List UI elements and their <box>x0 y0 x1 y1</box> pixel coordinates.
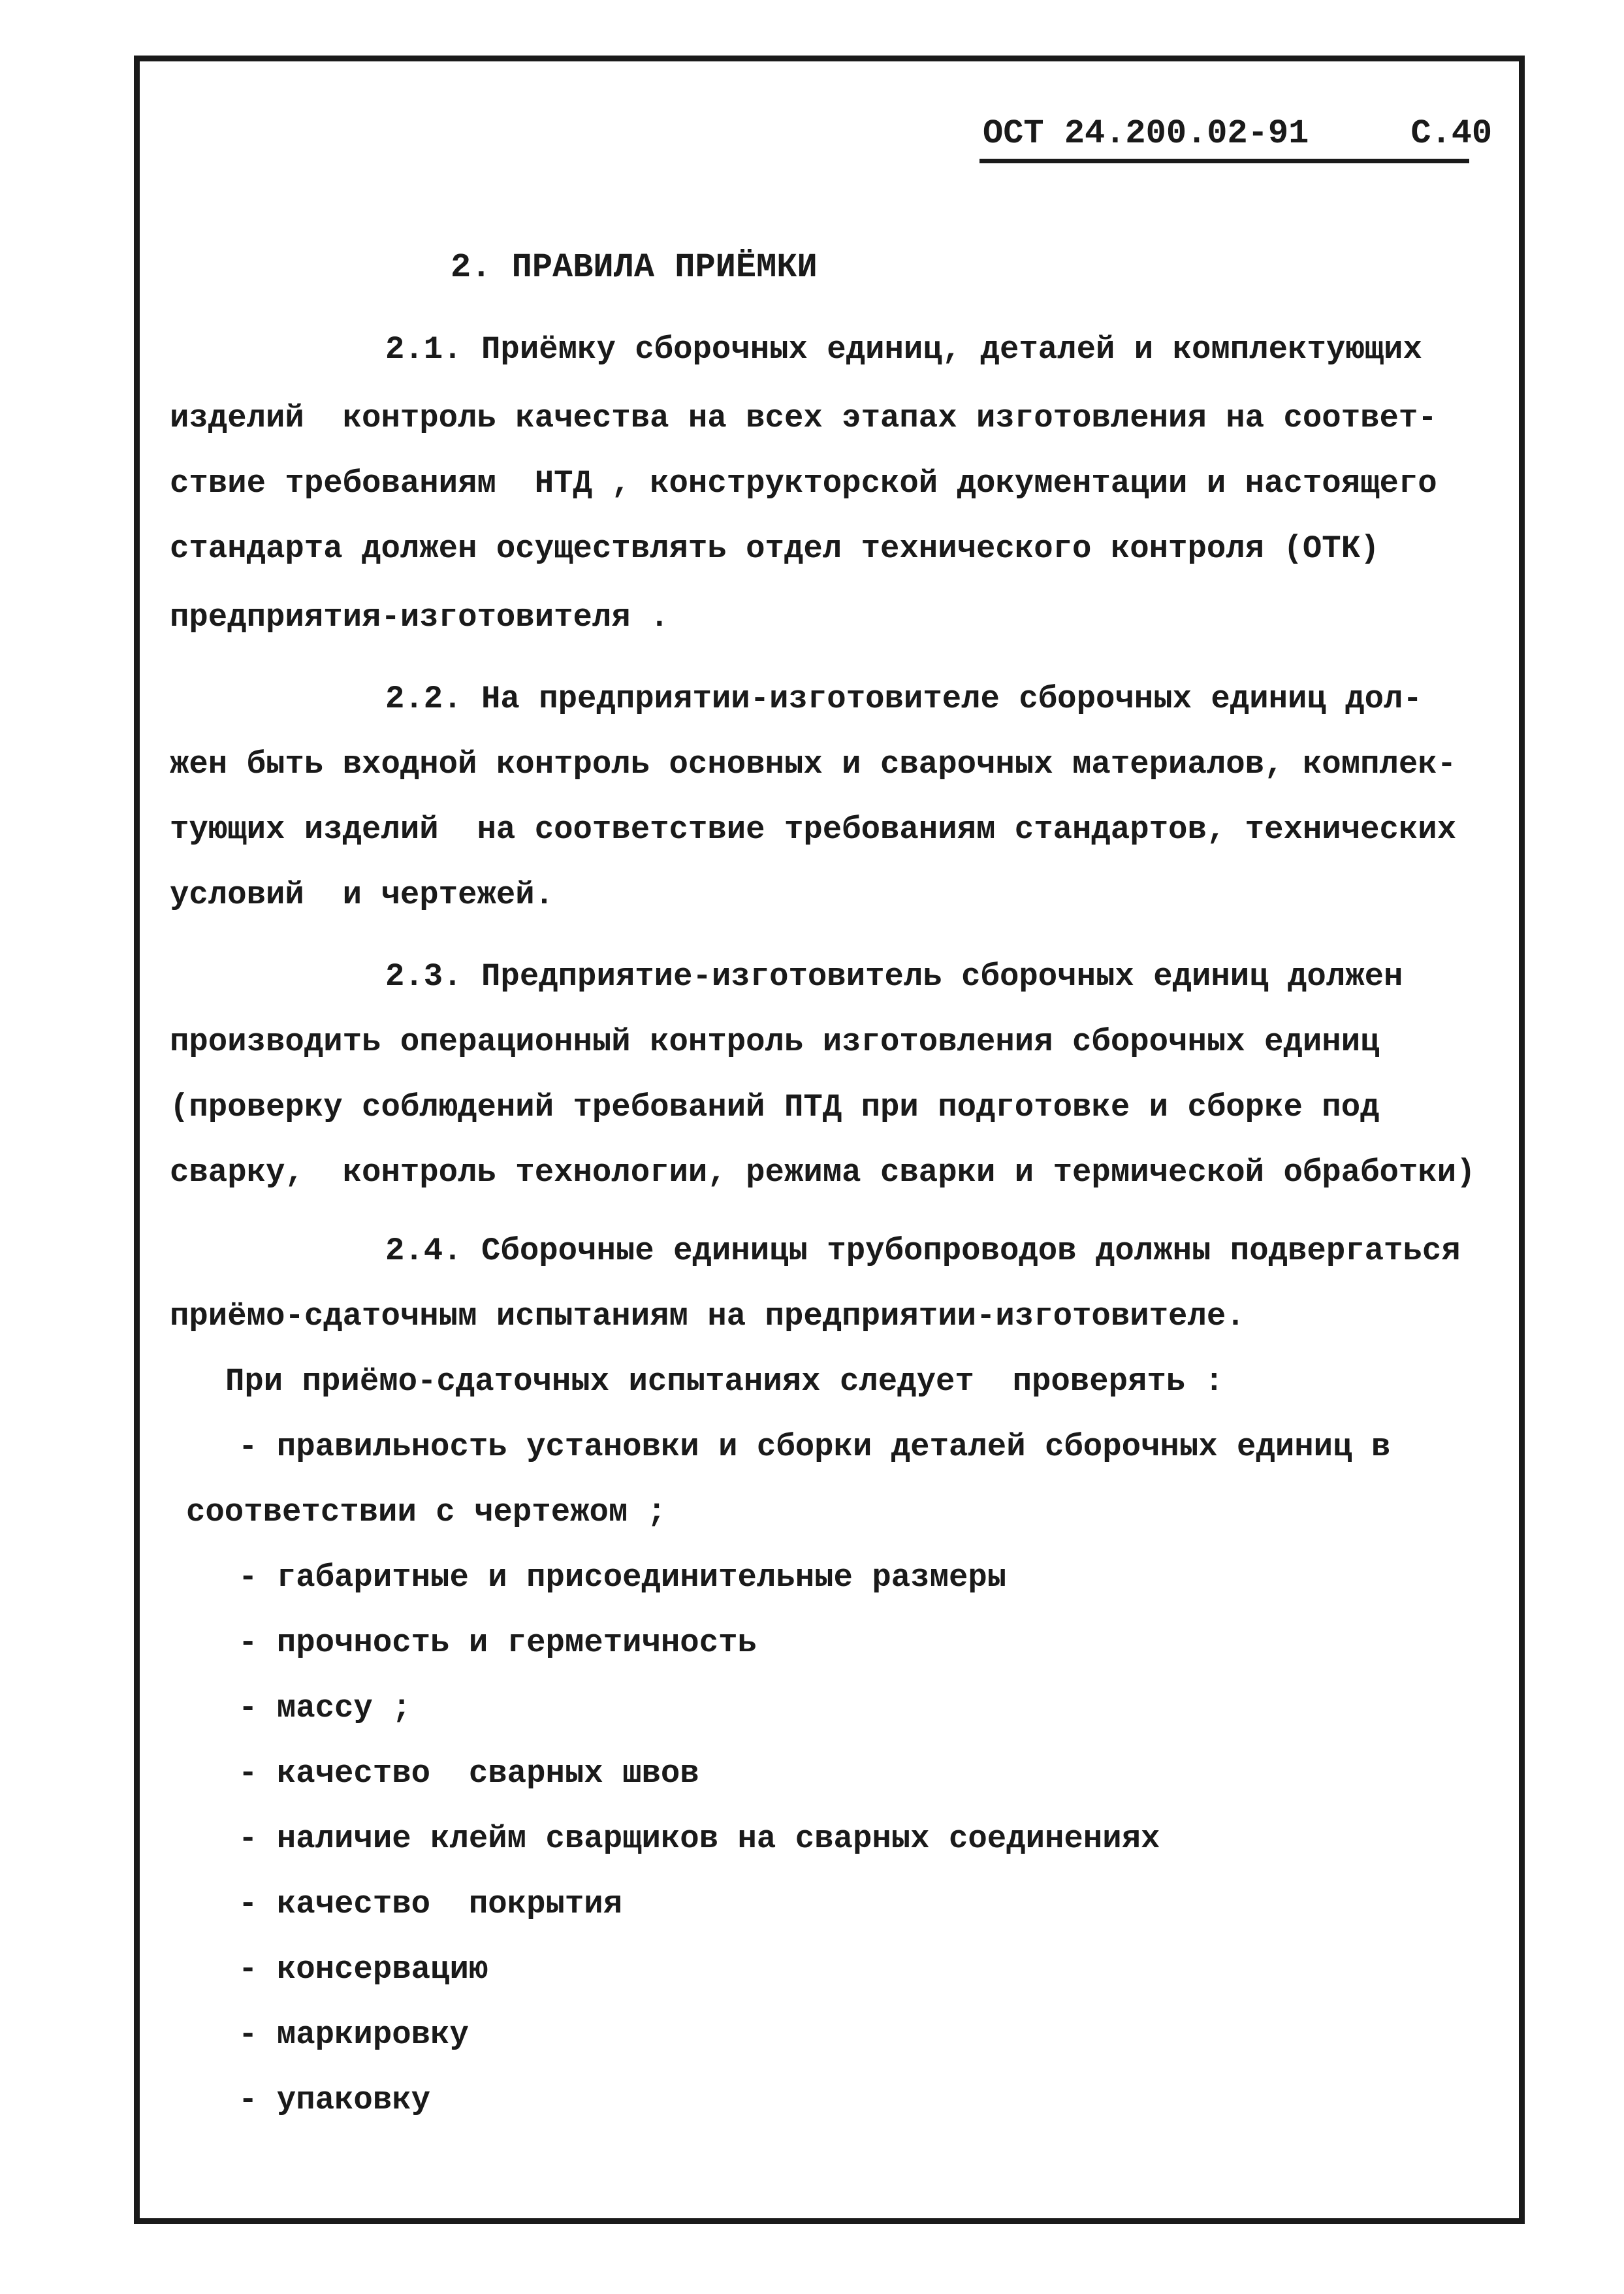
paragraph-line: 2.1. Приёмку сборочных единиц, деталей и комплектующих <box>385 331 1422 368</box>
paragraph-line: 2.3. Предприятие-изготовитель сборочных единиц должен <box>385 958 1403 995</box>
paragraph-line: При приёмо-сдаточных испытаниях следует проверять : <box>225 1363 1224 1400</box>
paragraph-line: предприятия-изготовителя . <box>170 599 669 636</box>
paragraph-line: производить операционный контроль изготовления сборочных единиц <box>170 1024 1380 1060</box>
paragraph-line: тующих изделий на соответствие требованиям стандартов, технических <box>170 811 1457 848</box>
list-item: - массу ; <box>238 1690 411 1726</box>
list-item: - правильность установки и сборки деталей сборочных единиц в <box>238 1429 1391 1465</box>
paragraph-line: ствие требованиям НТД , конструкторской документации и настоящего <box>170 465 1437 502</box>
list-item: - консервацию <box>238 1951 488 1988</box>
paragraph-line: условий и чертежей. <box>170 877 554 913</box>
list-item-continuation: соответствии с чертежом ; <box>186 1494 667 1530</box>
paragraph-line: сварку, контроль технологии, режима сварки и термической обработки) <box>170 1154 1476 1191</box>
list-item: - упаковку <box>238 2082 431 2118</box>
list-item: - качество покрытия <box>238 1886 623 1922</box>
document-code: ОСТ 24.200.02-91 <box>983 114 1309 153</box>
paragraph-line: приёмо-сдаточным испытаниям на предприятии-изготовителе. <box>170 1298 1245 1334</box>
paragraph-line: жен быть входной контроль основных и сварочных материалов, комплек- <box>170 746 1457 783</box>
document-header <box>983 114 1492 153</box>
list-item: - габаритные и присоединительные размеры <box>238 1559 1007 1596</box>
paragraph-line: 2.2. На предприятии-изготовителе сборочных единиц дол- <box>385 681 1422 717</box>
list-item: - прочность и герметичность <box>238 1624 757 1661</box>
paragraph-line: стандарта должен осуществлять отдел технического контроля (ОТК) <box>170 530 1380 567</box>
paragraph-line: изделий контроль качества на всех этапах изготовления на соответ- <box>170 400 1437 436</box>
list-item: - маркировку <box>238 2016 469 2053</box>
paragraph-line: (проверку соблюдений требований ПТД при подготовке и сборке под <box>170 1089 1380 1125</box>
header-underline <box>979 159 1469 163</box>
page-number: С.40 <box>1410 114 1493 153</box>
list-item: - наличие клейм сварщиков на сварных соединениях <box>238 1820 1160 1857</box>
section-title: 2. ПРАВИЛА ПРИЁМКИ <box>451 248 818 287</box>
paragraph-line: 2.4. Сборочные единицы трубопроводов должны подвергаться <box>385 1233 1461 1269</box>
list-item: - качество сварных швов <box>238 1755 699 1792</box>
